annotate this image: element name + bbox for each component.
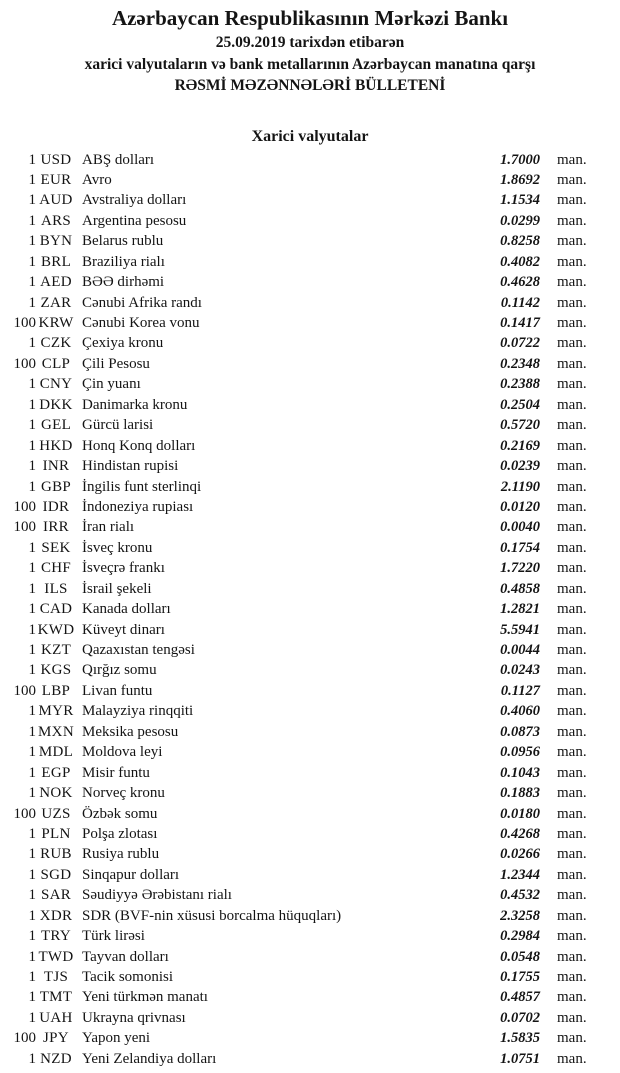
nominal-value: 1	[28, 1050, 36, 1067]
currency-row	[0, 436, 598, 456]
currency-name: Belarus rublu	[82, 233, 164, 250]
rate-value: 0.0548	[500, 948, 540, 965]
unit-label: man.	[557, 233, 587, 250]
unit-label: man.	[557, 723, 587, 740]
rate-value: 0.2984	[500, 928, 540, 945]
unit-label: man.	[557, 498, 587, 515]
currency-row	[0, 497, 598, 517]
currency-name: Yeni türkmən manatı	[82, 989, 208, 1006]
unit-label: man.	[557, 560, 587, 577]
nominal-value: 1	[28, 887, 36, 904]
currency-row	[0, 844, 598, 864]
unit-label: man.	[557, 601, 587, 618]
unit-label: man.	[557, 907, 587, 924]
currency-name: Avro	[82, 171, 112, 188]
nominal-value: 1	[28, 662, 36, 679]
nominal-value: 100	[13, 355, 36, 372]
unit-label: man.	[557, 928, 587, 945]
unit-label: man.	[557, 785, 587, 802]
rate-value: 0.1127	[500, 682, 540, 699]
currency-row	[0, 170, 598, 190]
rate-value: 0.2504	[500, 396, 540, 413]
unit-label: man.	[557, 764, 587, 781]
nominal-value: 1	[28, 744, 36, 761]
currency-name: Gürcü larisi	[82, 417, 154, 434]
rate-value: 0.4060	[500, 703, 540, 720]
nominal-value: 1	[28, 866, 36, 883]
currency-name: Qırğız somu	[82, 662, 157, 679]
currency-code: CZK	[40, 335, 72, 352]
currency-code: KGS	[40, 662, 72, 679]
nominal-value: 1	[28, 785, 36, 802]
rate-value: 0.1142	[500, 294, 540, 311]
unit-label: man.	[557, 642, 587, 658]
currency-row	[0, 231, 598, 251]
nominal-value: 1	[28, 948, 36, 965]
rate-value: 0.2169	[500, 437, 540, 454]
currency-code: EUR	[40, 171, 72, 188]
currency-row	[0, 783, 598, 803]
currency-name: Cənubi Afrika randı	[82, 294, 202, 311]
currency-row	[0, 640, 598, 660]
currency-name: İsrail şekeli	[82, 580, 152, 597]
currency-name: Misir funtu	[82, 764, 150, 781]
unit-label: man.	[557, 621, 587, 638]
unit-label: man.	[557, 151, 587, 168]
nominal-value: 1	[28, 989, 36, 1006]
rate-value: 0.0956	[500, 744, 540, 761]
currency-code: BYN	[39, 233, 73, 250]
currency-code: NZD	[40, 1050, 72, 1067]
currency-name: Meksika pesosu	[82, 723, 179, 740]
currency-name: Polşa zlotası	[82, 825, 158, 842]
currency-code: TWD	[38, 948, 74, 965]
currency-row	[0, 660, 598, 680]
currency-row	[0, 947, 598, 967]
rate-value: 0.4532	[500, 887, 540, 904]
currency-code: GEL	[40, 417, 72, 434]
currency-row	[0, 824, 598, 844]
unit-label: man.	[557, 253, 587, 270]
unit-label: man.	[557, 396, 587, 413]
currency-row	[0, 558, 598, 578]
currency-name: Malayziya rinqqiti	[82, 703, 194, 720]
nominal-value: 1	[28, 274, 36, 291]
currency-code: UZS	[41, 805, 71, 822]
currency-code: KRW	[38, 315, 74, 331]
subtitle-line: xarici valyutaların və bank metallarının Azərbaycan manatına qarşı	[84, 55, 536, 73]
currency-row	[0, 333, 598, 353]
nominal-value: 1	[28, 151, 36, 168]
nominal-value: 1	[28, 907, 36, 924]
nominal-value: 1	[28, 417, 36, 434]
rate-value: 0.0722	[500, 335, 540, 352]
currency-code: KZT	[40, 642, 72, 658]
rate-value: 1.0751	[500, 1050, 540, 1067]
unit-label: man.	[557, 846, 587, 863]
currency-row	[0, 906, 598, 926]
currency-code: CHF	[40, 560, 72, 577]
nominal-value: 1	[28, 253, 36, 270]
rate-value: 0.4628	[500, 274, 540, 291]
currency-code: MYR	[38, 703, 74, 720]
currency-code: DKK	[39, 396, 73, 413]
rates-table	[0, 150, 598, 1070]
unit-label: man.	[557, 887, 587, 904]
currency-code: MDL	[38, 744, 74, 761]
currency-code: CLP	[41, 355, 71, 372]
unit-label: man.	[557, 744, 587, 761]
currency-row	[0, 1028, 598, 1048]
currency-name: Yapon yeni	[82, 1030, 151, 1047]
currency-row	[0, 681, 598, 701]
bulletin-title-line: RƏSMİ MƏZƏNNƏLƏRİ BÜLLETENİ	[174, 77, 446, 94]
rate-value: 1.2344	[500, 866, 540, 883]
currency-code: MXN	[38, 723, 74, 740]
currency-code: EGP	[41, 764, 71, 781]
rate-value: 0.0266	[500, 846, 540, 863]
unit-label: man.	[557, 192, 587, 209]
bank-title: Azərbaycan Respublikasının Mərkəzi Bankı	[111, 6, 509, 30]
nominal-value: 1	[28, 642, 36, 658]
unit-label: man.	[557, 1050, 587, 1067]
currency-code: PLN	[41, 825, 71, 842]
unit-label: man.	[557, 458, 587, 475]
currency-row	[0, 211, 598, 231]
currency-row	[0, 599, 598, 619]
currency-name: Cənubi Korea vonu	[82, 315, 200, 331]
unit-label: man.	[557, 294, 587, 311]
rate-value: 2.3258	[500, 907, 540, 924]
effective-date-line: 25.09.2019 tarixdən etibarən	[215, 34, 405, 51]
nominal-value: 1	[28, 928, 36, 945]
currency-code: JPY	[43, 1030, 69, 1047]
currency-name: Honq Konq dolları	[82, 437, 196, 454]
currency-row	[0, 313, 598, 333]
rate-value: 0.0040	[500, 519, 540, 536]
unit-label: man.	[557, 1009, 587, 1026]
currency-code: IRR	[43, 519, 69, 536]
rate-value: 0.2388	[500, 376, 540, 393]
unit-label: man.	[557, 866, 587, 883]
nominal-value: 1	[28, 846, 36, 863]
nominal-value: 1	[28, 621, 36, 638]
nominal-value: 1	[28, 437, 36, 454]
currency-code: ZAR	[40, 294, 72, 311]
rate-value: 0.4857	[500, 989, 540, 1006]
currency-name: Çin yuanı	[82, 376, 141, 393]
currency-row	[0, 477, 598, 497]
currency-row	[0, 763, 598, 783]
rate-value: 1.8692	[500, 171, 540, 188]
currency-name: Tayvan dolları	[82, 948, 169, 965]
currency-row	[0, 987, 598, 1007]
rate-value: 1.5835	[500, 1030, 540, 1047]
currency-row	[0, 885, 598, 905]
nominal-value: 1	[28, 601, 36, 618]
currency-row	[0, 456, 598, 476]
rate-value: 0.4082	[500, 253, 540, 270]
currency-name: İndoneziya rupiası	[82, 498, 194, 515]
unit-label: man.	[557, 662, 587, 679]
unit-label: man.	[557, 417, 587, 434]
currency-code: KWD	[37, 621, 75, 638]
currency-code: SEK	[41, 539, 71, 556]
currency-name: Yeni Zelandiya dolları	[82, 1050, 217, 1067]
rate-value: 0.1754	[500, 539, 540, 556]
rate-value: 0.5720	[500, 417, 540, 434]
nominal-value: 100	[13, 1030, 36, 1047]
unit-label: man.	[557, 437, 587, 454]
currency-name: Hindistan rupisi	[82, 458, 179, 475]
currency-code: BRL	[40, 253, 72, 270]
currency-name: Türk lirəsi	[82, 928, 145, 945]
nominal-value: 1	[28, 580, 36, 597]
currency-name: Rusiya rublu	[82, 846, 160, 863]
currency-name: BƏƏ dirhəmi	[82, 274, 165, 291]
currency-row	[0, 804, 598, 824]
currency-name: Sinqapur dolları	[82, 866, 180, 883]
nominal-value: 1	[28, 396, 36, 413]
currency-code: TMT	[39, 989, 73, 1006]
currency-name: Qazaxıstan tengəsi	[82, 642, 195, 658]
currency-row	[0, 415, 598, 435]
currency-name: Danimarka kronu	[82, 396, 188, 413]
currency-code: USD	[40, 151, 72, 168]
rate-value: 0.0299	[500, 212, 540, 229]
currency-name: Səudiyyə Ərəbistanı rialı	[82, 887, 232, 904]
currency-name: İsveç kronu	[82, 539, 153, 556]
nominal-value: 1	[28, 764, 36, 781]
rate-value: 5.5941	[500, 621, 540, 638]
currency-row	[0, 293, 598, 313]
currency-row	[0, 272, 598, 292]
currency-row	[0, 150, 598, 170]
nominal-value: 1	[28, 703, 36, 720]
unit-label: man.	[557, 315, 587, 331]
nominal-value: 1	[28, 1009, 36, 1026]
currency-name: Norveç kronu	[82, 785, 165, 802]
rate-value: 2.1190	[500, 478, 540, 495]
nominal-value: 1	[28, 723, 36, 740]
nominal-value: 1	[28, 478, 36, 495]
currency-row	[0, 742, 598, 762]
rate-value: 0.0702	[500, 1009, 540, 1026]
unit-label: man.	[557, 171, 587, 188]
nominal-value: 1	[28, 294, 36, 311]
rate-value: 0.4268	[500, 825, 540, 842]
currency-code: NOK	[39, 785, 73, 802]
rate-value: 0.0873	[500, 723, 540, 740]
nominal-value: 1	[28, 458, 36, 475]
nominal-value: 1	[28, 233, 36, 250]
rate-value: 0.8258	[500, 233, 540, 250]
unit-label: man.	[557, 212, 587, 229]
currency-row	[0, 354, 598, 374]
rate-value: 1.2821	[500, 601, 540, 618]
currency-code: UAH	[39, 1009, 73, 1026]
unit-label: man.	[557, 969, 587, 985]
currency-row	[0, 865, 598, 885]
currency-row	[0, 190, 598, 210]
currency-name: Tacik somonisi	[82, 969, 174, 985]
currency-row	[0, 538, 598, 558]
currency-row	[0, 967, 598, 987]
currency-code: AUD	[39, 192, 73, 209]
nominal-value: 1	[28, 560, 36, 577]
rate-value: 0.0239	[500, 458, 540, 475]
rate-value: 0.4858	[500, 580, 540, 597]
nominal-value: 100	[13, 315, 36, 331]
section-title: Xarici valyutalar	[251, 127, 369, 145]
unit-label: man.	[557, 539, 587, 556]
rate-value: 0.0120	[500, 498, 540, 515]
nominal-value: 100	[13, 498, 36, 515]
currency-name: Moldova leyi	[82, 744, 163, 761]
unit-label: man.	[557, 948, 587, 965]
nominal-value: 1	[28, 335, 36, 352]
currency-row	[0, 517, 598, 537]
bulletin-header	[0, 0, 620, 97]
nominal-value: 1	[28, 171, 36, 188]
nominal-value: 100	[13, 682, 36, 699]
currency-code: ARS	[40, 212, 72, 229]
currency-code: CNY	[39, 376, 73, 393]
currency-code: XDR	[39, 907, 73, 924]
currency-code: AED	[40, 274, 72, 291]
currency-name: İngilis funt sterlinqi	[82, 478, 202, 495]
rate-value: 0.1883	[500, 785, 540, 802]
currency-code: TJS	[43, 969, 69, 985]
currency-row	[0, 395, 598, 415]
unit-label: man.	[557, 825, 587, 842]
currency-name: Argentina pesosu	[82, 212, 187, 229]
rate-value: 0.2348	[500, 355, 540, 372]
currency-code: HKD	[39, 437, 73, 454]
currency-row	[0, 1008, 598, 1028]
rate-value: 0.0044	[500, 642, 540, 658]
currency-name: ABŞ dolları	[82, 151, 155, 168]
currency-name: Livan funtu	[82, 682, 153, 699]
rate-value: 0.1043	[500, 764, 540, 781]
unit-label: man.	[557, 580, 587, 597]
unit-label: man.	[557, 519, 587, 536]
unit-label: man.	[557, 703, 587, 720]
currency-name: Ukrayna qrivnası	[82, 1009, 186, 1026]
rate-value: 1.7220	[500, 560, 540, 577]
currency-name: Avstraliya dolları	[82, 192, 187, 209]
nominal-value: 1	[28, 539, 36, 556]
unit-label: man.	[557, 989, 587, 1006]
nominal-value: 100	[13, 805, 36, 822]
currency-code: RUB	[40, 846, 72, 863]
rate-value: 0.1755	[500, 969, 540, 985]
currency-name: Braziliya rialı	[82, 253, 165, 270]
rate-value: 1.1534	[500, 192, 540, 209]
rate-value: 0.0243	[500, 662, 540, 679]
currency-name: Kanada dolları	[82, 601, 171, 618]
unit-label: man.	[557, 682, 587, 699]
currency-row	[0, 579, 598, 599]
nominal-value: 1	[28, 192, 36, 209]
currency-code: TRY	[40, 928, 72, 945]
currency-row	[0, 701, 598, 721]
unit-label: man.	[557, 355, 587, 372]
currency-code: GBP	[40, 478, 72, 495]
currency-name: Özbək somu	[82, 805, 158, 822]
currency-code: SAR	[40, 887, 72, 904]
nominal-value: 1	[28, 376, 36, 393]
currency-row	[0, 374, 598, 394]
currency-name: Çexiya kronu	[82, 335, 164, 352]
unit-label: man.	[557, 805, 587, 822]
currency-name: SDR (BVF-nin xüsusi borcalma hüquqları)	[82, 907, 342, 924]
currency-code: INR	[42, 458, 70, 475]
currency-code: LBP	[41, 682, 71, 699]
rate-value: 1.7000	[500, 151, 540, 168]
currency-code: CAD	[39, 601, 73, 618]
unit-label: man.	[557, 335, 587, 352]
unit-label: man.	[557, 478, 587, 495]
currency-row	[0, 1049, 598, 1069]
rate-value: 0.0180	[500, 805, 540, 822]
currency-name: İran rialı	[82, 519, 135, 536]
nominal-value: 1	[28, 969, 36, 985]
currency-name: Çili Pesosu	[82, 355, 150, 372]
unit-label: man.	[557, 274, 587, 291]
currency-code: IDR	[42, 498, 70, 515]
currency-row	[0, 252, 598, 272]
unit-label: man.	[557, 376, 587, 393]
currency-row	[0, 926, 598, 946]
currency-code: ILS	[44, 580, 68, 597]
currency-row	[0, 620, 598, 640]
nominal-value: 1	[28, 825, 36, 842]
nominal-value: 1	[28, 212, 36, 229]
currency-name: İsveçrə frankı	[82, 560, 165, 577]
currency-row	[0, 722, 598, 742]
nominal-value: 100	[13, 519, 36, 536]
unit-label: man.	[557, 1030, 587, 1047]
currency-code: SGD	[40, 866, 72, 883]
rate-value: 0.1417	[500, 315, 540, 331]
currency-name: Küveyt dinarı	[82, 621, 165, 638]
